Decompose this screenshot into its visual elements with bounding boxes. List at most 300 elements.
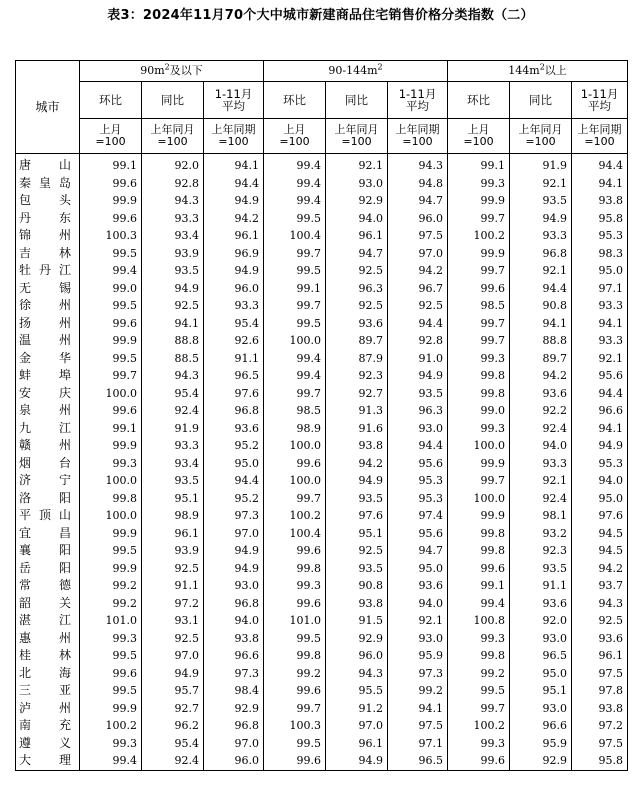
index-value-cell: 92.1	[572, 350, 628, 368]
index-value-cell: 93.5	[142, 472, 204, 490]
index-value-cell: 92.5	[572, 612, 628, 630]
city-char: 锦	[19, 228, 32, 242]
city-name-cell	[16, 560, 80, 578]
index-value-cell: 94.9	[204, 262, 264, 280]
city-name	[19, 227, 71, 245]
index-value-cell: 93.0	[388, 420, 448, 438]
area-group-label: 90m	[140, 64, 165, 77]
table-row	[16, 154, 628, 175]
index-value-cell: 99.3	[80, 455, 142, 473]
index-value-cell: 96.0	[388, 210, 448, 228]
city-name-cell	[16, 332, 80, 350]
index-value-cell: 99.8	[80, 490, 142, 508]
city-name	[19, 560, 71, 578]
index-value-cell: 92.5	[388, 297, 448, 315]
index-value-cell: 99.5	[80, 245, 142, 263]
index-value-cell: 93.0	[388, 630, 448, 648]
city-char: 烟	[19, 455, 32, 470]
index-value-cell: 99.5	[80, 682, 142, 700]
area-group-label: 144m	[508, 64, 540, 77]
index-value-cell: 100.2	[80, 717, 142, 735]
table-row	[16, 560, 628, 578]
city-char: 北	[19, 665, 32, 680]
city-name-cell	[16, 595, 80, 613]
city-char: 顶	[38, 508, 51, 522]
index-value-cell: 96.3	[388, 402, 448, 420]
index-value-cell: 93.5	[326, 560, 388, 578]
city-char: 山	[58, 508, 71, 522]
index-value-cell: 99.5	[264, 315, 326, 333]
area-group-sup: 2	[539, 62, 545, 72]
index-value-cell: 99.8	[264, 647, 326, 665]
index-value-cell: 97.4	[388, 507, 448, 525]
index-value-cell: 92.4	[510, 420, 572, 438]
index-value-cell: 99.6	[80, 402, 142, 420]
index-value-cell: 93.0	[510, 700, 572, 718]
index-value-cell: 97.5	[572, 665, 628, 683]
city-char: 州	[58, 438, 71, 452]
metric-header: 环比	[448, 82, 510, 119]
index-value-cell: 92.6	[204, 332, 264, 350]
city-name	[19, 245, 71, 263]
index-value-cell: 97.6	[204, 385, 264, 403]
city-char: 金	[19, 350, 32, 365]
city-name-cell	[16, 437, 80, 455]
index-value-cell: 94.7	[388, 192, 448, 210]
index-value-cell: 92.9	[326, 192, 388, 210]
index-value-cell: 96.5	[388, 752, 448, 770]
city-name-cell	[16, 280, 80, 298]
index-value-cell: 91.3	[326, 402, 388, 420]
city-char: 平	[19, 508, 32, 522]
base-header: 上年同月 =100	[142, 119, 204, 154]
index-value-cell: 97.1	[388, 735, 448, 753]
index-value-cell: 96.1	[142, 525, 204, 543]
index-value-cell: 100.4	[264, 525, 326, 543]
index-value-cell: 95.2	[204, 437, 264, 455]
table-row	[16, 192, 628, 210]
index-value-cell: 99.8	[448, 525, 510, 543]
city-name	[19, 350, 71, 368]
index-value-cell: 92.0	[142, 154, 204, 175]
city-char: 林	[58, 245, 71, 260]
index-value-cell: 99.3	[80, 630, 142, 648]
table-row	[16, 455, 628, 473]
city-name	[19, 367, 71, 385]
index-value-cell: 94.0	[510, 437, 572, 455]
index-value-cell: 100.0	[264, 332, 326, 350]
city-name-cell	[16, 472, 80, 490]
index-value-cell: 97.0	[204, 525, 264, 543]
index-value-cell: 96.1	[572, 647, 628, 665]
index-value-cell: 99.3	[448, 350, 510, 368]
index-value-cell: 99.8	[448, 385, 510, 403]
city-char: 常	[19, 578, 32, 592]
index-value-cell: 100.0	[448, 437, 510, 455]
index-value-cell: 97.3	[204, 507, 264, 525]
table-row	[16, 280, 628, 298]
city-name-cell	[16, 647, 80, 665]
index-value-cell: 100.2	[448, 717, 510, 735]
index-value-cell: 95.1	[510, 682, 572, 700]
index-value-cell: 94.7	[388, 542, 448, 560]
index-value-cell: 91.6	[326, 420, 388, 438]
city-char: 德	[58, 578, 71, 592]
city-char: 亚	[58, 683, 71, 697]
index-value-cell: 95.4	[142, 385, 204, 403]
city-char: 阳	[58, 560, 71, 575]
city-name	[19, 210, 71, 228]
index-value-cell: 99.8	[448, 542, 510, 560]
index-value-cell: 99.1	[80, 154, 142, 175]
city-char: 秦	[19, 175, 32, 190]
city-char: 理	[58, 753, 71, 767]
index-value-cell: 94.4	[388, 315, 448, 333]
index-value-cell: 96.6	[572, 402, 628, 420]
table-row	[16, 630, 628, 648]
city-name	[19, 577, 71, 595]
index-value-cell: 100.0	[264, 472, 326, 490]
index-value-cell: 95.4	[142, 735, 204, 753]
city-column-header: 城市	[16, 61, 80, 154]
price-index-table	[15, 60, 628, 771]
index-value-cell: 100.0	[80, 472, 142, 490]
index-value-cell: 99.9	[448, 192, 510, 210]
city-char: 义	[58, 735, 71, 750]
city-name	[19, 332, 71, 350]
city-char: 唐	[19, 158, 32, 172]
city-name-cell	[16, 455, 80, 473]
index-value-cell: 93.3	[510, 227, 572, 245]
index-value-cell: 97.0	[326, 717, 388, 735]
index-value-cell: 91.1	[510, 577, 572, 595]
index-value-cell: 99.1	[448, 154, 510, 175]
index-value-cell: 100.0	[80, 385, 142, 403]
index-value-cell: 99.1	[448, 577, 510, 595]
city-char: 海	[58, 665, 71, 680]
index-value-cell: 99.9	[80, 192, 142, 210]
city-name	[19, 472, 71, 490]
table-row	[16, 665, 628, 683]
city-name-cell	[16, 700, 80, 718]
index-value-cell: 94.8	[388, 175, 448, 193]
index-value-cell: 96.0	[204, 280, 264, 298]
city-name	[19, 175, 71, 193]
city-char: 泸	[19, 700, 32, 715]
index-value-cell: 96.8	[204, 595, 264, 613]
index-value-cell: 99.0	[80, 280, 142, 298]
table-row	[16, 245, 628, 263]
city-char: 州	[58, 298, 71, 312]
index-value-cell: 96.3	[326, 280, 388, 298]
index-value-cell: 97.0	[142, 647, 204, 665]
index-value-cell: 94.2	[204, 210, 264, 228]
index-value-cell: 101.0	[264, 612, 326, 630]
index-value-cell: 99.9	[448, 507, 510, 525]
city-char: 惠	[19, 630, 32, 645]
city-char: 江	[58, 613, 71, 627]
table-body	[16, 154, 628, 771]
index-value-cell: 96.8	[204, 402, 264, 420]
metric-header: 环比	[264, 82, 326, 119]
city-char: 丹	[19, 210, 32, 225]
index-value-cell: 93.3	[142, 210, 204, 228]
city-char: 台	[58, 455, 71, 470]
index-value-cell: 99.7	[448, 472, 510, 490]
index-value-cell: 92.5	[326, 262, 388, 280]
index-value-cell: 100.3	[80, 227, 142, 245]
city-name-cell	[16, 682, 80, 700]
index-value-cell: 93.0	[510, 630, 572, 648]
city-char: 岳	[19, 560, 32, 575]
index-value-cell: 99.7	[448, 700, 510, 718]
index-value-cell: 99.5	[264, 630, 326, 648]
city-char: 宁	[58, 473, 71, 487]
index-value-cell: 99.7	[264, 490, 326, 508]
index-value-cell: 94.3	[572, 595, 628, 613]
city-name-cell	[16, 154, 80, 175]
index-value-cell: 97.5	[388, 717, 448, 735]
city-char: 阳	[58, 543, 71, 557]
index-value-cell: 94.5	[572, 525, 628, 543]
city-name	[19, 420, 71, 438]
index-value-cell: 94.2	[510, 367, 572, 385]
index-value-cell: 95.2	[204, 490, 264, 508]
area-group-suffix: 及以下	[169, 64, 203, 77]
table-row	[16, 402, 628, 420]
index-value-cell: 94.1	[510, 315, 572, 333]
index-value-cell: 95.5	[326, 682, 388, 700]
index-value-cell: 91.1	[142, 577, 204, 595]
index-value-cell: 91.2	[326, 700, 388, 718]
index-value-cell: 93.6	[326, 315, 388, 333]
index-value-cell: 99.4	[264, 154, 326, 175]
index-value-cell: 100.0	[264, 437, 326, 455]
index-value-cell: 98.1	[510, 507, 572, 525]
index-value-cell: 94.0	[326, 210, 388, 228]
index-value-cell: 96.0	[204, 752, 264, 770]
index-value-cell: 99.2	[80, 595, 142, 613]
index-value-cell: 97.6	[572, 507, 628, 525]
city-name-cell	[16, 542, 80, 560]
index-value-cell: 100.0	[80, 507, 142, 525]
index-value-cell: 99.7	[264, 297, 326, 315]
table-row	[16, 472, 628, 490]
index-value-cell: 99.3	[448, 630, 510, 648]
city-name-cell	[16, 420, 80, 438]
index-value-cell: 94.9	[510, 210, 572, 228]
city-char: 九	[19, 420, 32, 435]
index-value-cell: 99.7	[448, 332, 510, 350]
index-value-cell: 92.9	[326, 630, 388, 648]
index-value-cell: 96.1	[204, 227, 264, 245]
index-value-cell: 99.6	[80, 665, 142, 683]
city-char: 蚌	[19, 368, 32, 382]
index-value-cell: 99.2	[388, 682, 448, 700]
index-value-cell: 97.3	[204, 665, 264, 683]
city-char: 阳	[58, 490, 71, 505]
city-name-cell	[16, 385, 80, 403]
index-value-cell: 92.7	[142, 700, 204, 718]
index-value-cell: 94.4	[388, 437, 448, 455]
index-value-cell: 99.4	[264, 175, 326, 193]
index-value-cell: 99.9	[80, 560, 142, 578]
index-value-cell: 94.5	[572, 542, 628, 560]
index-value-cell: 94.0	[388, 595, 448, 613]
city-char: 州	[58, 315, 71, 330]
index-value-cell: 91.1	[204, 350, 264, 368]
index-value-cell: 98.4	[204, 682, 264, 700]
index-value-cell: 94.1	[572, 315, 628, 333]
index-value-cell: 99.1	[80, 420, 142, 438]
index-value-cell: 99.3	[448, 420, 510, 438]
index-value-cell: 93.7	[572, 577, 628, 595]
index-value-cell: 89.7	[510, 350, 572, 368]
metric-header: 1-11月 平均	[388, 82, 448, 119]
metric-header: 同比	[510, 82, 572, 119]
table-row	[16, 612, 628, 630]
index-value-cell: 95.0	[572, 262, 628, 280]
city-name-cell	[16, 227, 80, 245]
index-value-cell: 99.5	[264, 262, 326, 280]
city-char: 赣	[19, 438, 32, 452]
index-value-cell: 93.6	[510, 385, 572, 403]
city-char: 关	[58, 595, 71, 610]
index-value-cell: 96.1	[326, 735, 388, 753]
base-header: 上年同月 =100	[510, 119, 572, 154]
base-header: 上年同期 =100	[572, 119, 628, 154]
base-header: 上月 =100	[80, 119, 142, 154]
index-value-cell: 94.1	[388, 700, 448, 718]
index-value-cell: 99.6	[80, 315, 142, 333]
table-row	[16, 542, 628, 560]
index-value-cell: 92.1	[510, 472, 572, 490]
table-row	[16, 595, 628, 613]
index-value-cell: 99.6	[264, 682, 326, 700]
index-value-cell: 97.8	[572, 682, 628, 700]
city-name	[19, 280, 71, 298]
index-value-cell: 94.9	[142, 280, 204, 298]
city-char: 头	[58, 193, 71, 207]
index-value-cell: 93.4	[142, 455, 204, 473]
index-value-cell: 99.6	[264, 542, 326, 560]
index-value-cell: 87.9	[326, 350, 388, 368]
city-char: 大	[19, 753, 32, 767]
city-char: 州	[58, 700, 71, 715]
city-char: 州	[58, 333, 71, 347]
index-value-cell: 95.6	[388, 455, 448, 473]
index-value-cell: 95.3	[572, 455, 628, 473]
city-char: 三	[19, 683, 32, 697]
index-value-cell: 94.3	[326, 665, 388, 683]
index-value-cell: 99.5	[264, 735, 326, 753]
table-row	[16, 682, 628, 700]
index-value-cell: 99.8	[448, 367, 510, 385]
index-value-cell: 99.4	[264, 192, 326, 210]
index-value-cell: 100.2	[448, 227, 510, 245]
index-value-cell: 94.0	[572, 472, 628, 490]
index-value-cell: 96.8	[204, 717, 264, 735]
city-name	[19, 297, 71, 315]
city-name-cell	[16, 577, 80, 595]
index-value-cell: 99.5	[80, 350, 142, 368]
index-value-cell: 100.3	[264, 717, 326, 735]
index-value-cell: 99.7	[448, 210, 510, 228]
table-row	[16, 525, 628, 543]
index-value-cell: 93.5	[510, 192, 572, 210]
index-value-cell: 95.4	[204, 315, 264, 333]
index-value-cell: 94.3	[388, 154, 448, 175]
index-value-cell: 99.3	[80, 735, 142, 753]
index-value-cell: 96.5	[204, 367, 264, 385]
index-value-cell: 96.2	[142, 717, 204, 735]
index-value-cell: 94.3	[142, 367, 204, 385]
index-value-cell: 94.2	[326, 455, 388, 473]
index-value-cell: 99.4	[264, 350, 326, 368]
index-value-cell: 92.3	[326, 367, 388, 385]
index-value-cell: 99.3	[448, 175, 510, 193]
city-char: 锡	[58, 280, 71, 295]
index-value-cell: 99.3	[448, 735, 510, 753]
city-name	[19, 525, 71, 543]
table-row	[16, 752, 628, 770]
city-char: 州	[58, 228, 71, 242]
index-value-cell: 93.9	[142, 245, 204, 263]
area-group-suffix: 以上	[544, 64, 567, 77]
index-value-cell: 94.4	[204, 472, 264, 490]
index-value-cell: 97.2	[142, 595, 204, 613]
index-value-cell: 94.9	[204, 542, 264, 560]
index-value-cell: 99.1	[264, 280, 326, 298]
table-row	[16, 735, 628, 753]
index-value-cell: 94.2	[572, 560, 628, 578]
index-value-cell: 95.0	[388, 560, 448, 578]
index-value-cell: 91.9	[510, 154, 572, 175]
index-value-cell: 95.0	[204, 455, 264, 473]
index-value-cell: 93.5	[510, 560, 572, 578]
city-char: 遵	[19, 735, 32, 750]
city-char: 州	[58, 403, 71, 417]
metric-header: 1-11月 平均	[572, 82, 628, 119]
index-value-cell: 95.3	[388, 490, 448, 508]
index-value-cell: 88.5	[142, 350, 204, 368]
index-value-cell: 93.0	[326, 175, 388, 193]
index-value-cell: 92.5	[142, 560, 204, 578]
area-group-header	[264, 61, 448, 82]
city-char: 昌	[58, 525, 71, 540]
city-name	[19, 455, 71, 473]
index-value-cell: 93.8	[572, 700, 628, 718]
city-name	[19, 507, 71, 525]
metric-header: 同比	[142, 82, 204, 119]
index-value-cell: 99.9	[448, 455, 510, 473]
area-group-header	[80, 61, 264, 82]
index-value-cell: 99.3	[264, 577, 326, 595]
table-row	[16, 420, 628, 438]
city-char: 襄	[19, 543, 32, 557]
index-value-cell: 92.8	[142, 175, 204, 193]
index-value-cell: 93.8	[326, 595, 388, 613]
index-value-cell: 99.5	[448, 682, 510, 700]
index-value-cell: 99.2	[448, 665, 510, 683]
index-value-cell: 99.7	[448, 262, 510, 280]
index-value-cell: 92.4	[510, 490, 572, 508]
index-value-cell: 89.7	[326, 332, 388, 350]
index-value-cell: 96.7	[388, 280, 448, 298]
index-value-cell: 96.9	[204, 245, 264, 263]
index-value-cell: 99.6	[80, 175, 142, 193]
index-value-cell: 99.7	[264, 700, 326, 718]
